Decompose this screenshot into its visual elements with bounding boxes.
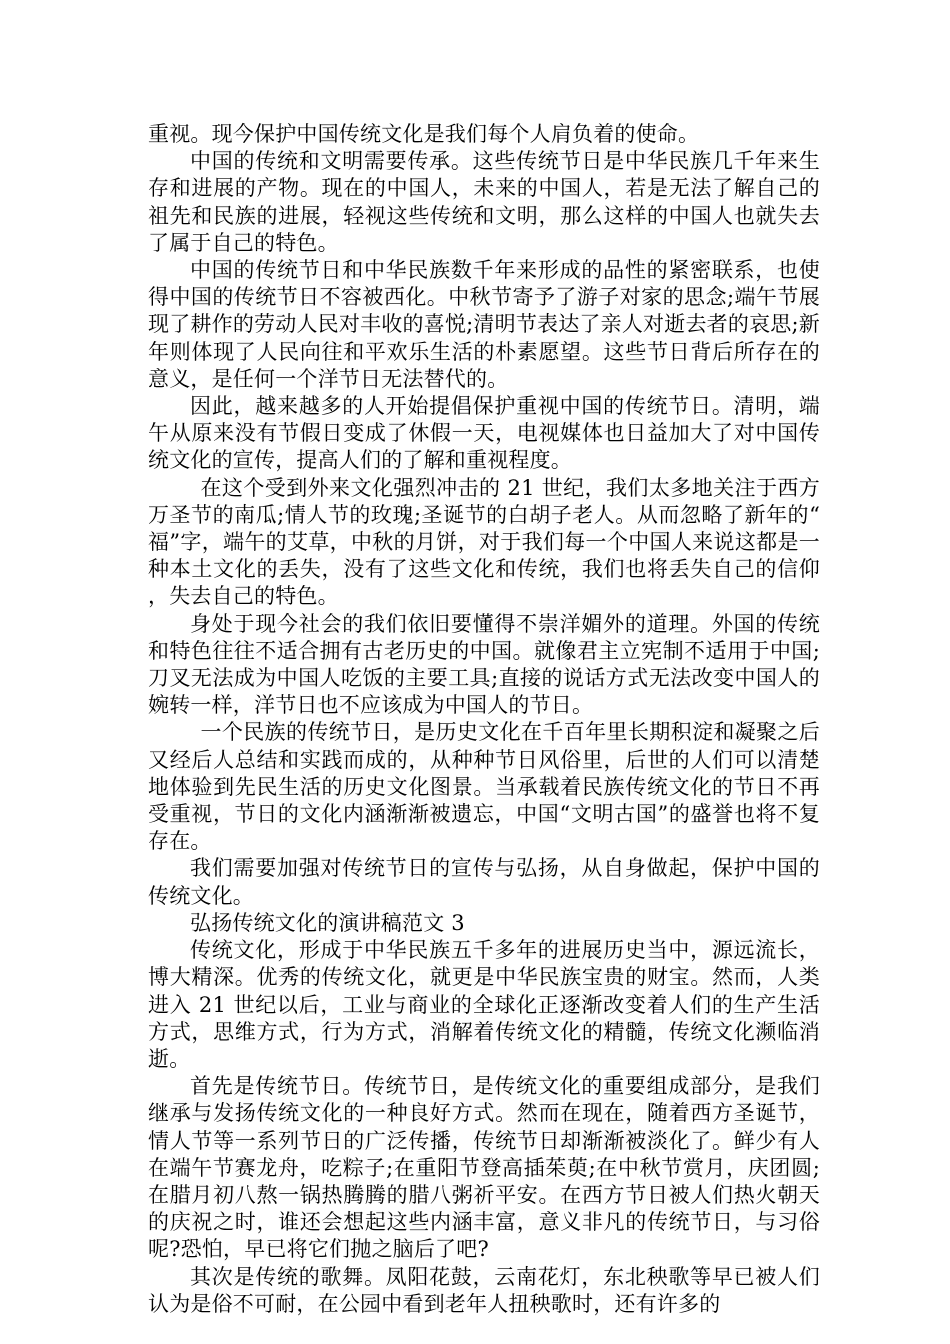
paragraph-4: 因此，越来越多的人开始提倡保护重视中国的传统节日。清明，端午从原来没有节假日变成了休假一天，电视媒体也日益加大了对中国传统文化的宣传，提高人们的了解和重视程度。 — [148, 394, 820, 473]
paragraph-1: 重视。现今保护中国传统文化是我们每个人肩负着的使命。 — [148, 122, 700, 146]
document-page — [148, 121, 820, 1318]
paragraph-7: 一个民族的传统节日，是历史文化在千百年里长期积淀和凝聚之后又经后人总结和实践而成的，从种种节日风俗里，后世的人们可以清楚地体验到先民生活的历史文化图景。当承载着民族传统文化的节日不再受重视，节日的文化内涵渐渐被遗忘，中国“文明古国”的盛誉也将不复存在。 — [148, 720, 820, 854]
paragraph-2: 中国的传统和文明需要传承。这些传统节日是中华民族几千年来生存和进展的产物。现在的中国人，未来的中国人，若是无法了解自己的祖先和民族的进展，轻视这些传统和文明，那么这样的中国人也就失去了属于自己的特色。 — [148, 149, 820, 255]
paragraph-11: 首先是传统节日。传统节日，是传统文化的重要组成部分，是我们继承与发扬传统文化的一种良好方式。然而在现在，随着西方圣诞节，情人节等一系列节日的广泛传播，传统节日却渐渐被淡化了。鲜少有人在端午节赛龙舟，吃粽子;在重阳节登高插茱萸;在中秋节赏月，庆团圆;在腊月初八熬一锅热腾腾的腊八粥祈平安。在西方节日被人们热火朝天的庆祝之时，谁还会想起这些内涵丰富，意义非凡的传统节日，与习俗呢?恐怕，早已将它们抛之脑后了吧? — [148, 1074, 820, 1262]
paragraph-6: 身处于现今社会的我们依旧要懂得不崇洋媚外的道理。外国的传统和特色往往不适合拥有古老历史的中国。就像君主立宪制不适用于中国;刀叉无法成为中国人吃饭的主要工具;直接的说话方式无法改变中国人的婉转一样，洋节日也不应该成为中国人的节日。 — [148, 611, 820, 718]
section-heading: 弘扬传统文化的演讲稿范文 3 — [190, 910, 465, 935]
paragraph-10: 传统文化，形成于中华民族五千多年的进展历史当中，源远流长，博大精深。优秀的传统文化，就更是中华民族宝贵的财宝。然而，人类进入 21 世纪以后，工业与商业的全球化正逐渐改变着人们的生产生活方式，思维方式，行为方式，消解着传统文化的精髓，传统文化濒临消逝。 — [148, 938, 820, 1071]
paragraph-5: 在这个受到外来文化强烈冲击的 21 世纪，我们太多地关注于西方万圣节的南瓜;情人节的玫瑰;圣诞节的白胡子老人。从而忽略了新年的“福”字，端午的艾草，中秋的月饼，对于我们每一个中国人来说这都是一种本土文化的丢失，没有了这些文化和传统，我们也将丢失自己的信仰，失去自己的特色。 — [148, 475, 820, 609]
paragraph-12: 其次是传统的歌舞。凤阳花鼓，云南花灯，东北秧歌等早已被人们认为是俗不可耐，在公园中看到老年人扭秧歌时，还有许多的 — [148, 1264, 820, 1316]
paragraph-3: 中国的传统节日和中华民族数千年来形成的品性的紧密联系，也使得中国的传统节日不容被西化。中秋节寄予了游子对家的思念;端午节展现了耕作的劳动人民对丰收的喜悦;清明节表达了亲人对逝去者的哀思;新年则体现了人民向往和平欢乐生活的朴素愿望。这些节日背后所存在的意义，是任何一个洋节日无法替代的。 — [148, 258, 820, 391]
paragraph-8: 我们需要加强对传统节日的宣传与弘扬，从自身做起，保护中国的传统文化。 — [148, 856, 820, 908]
